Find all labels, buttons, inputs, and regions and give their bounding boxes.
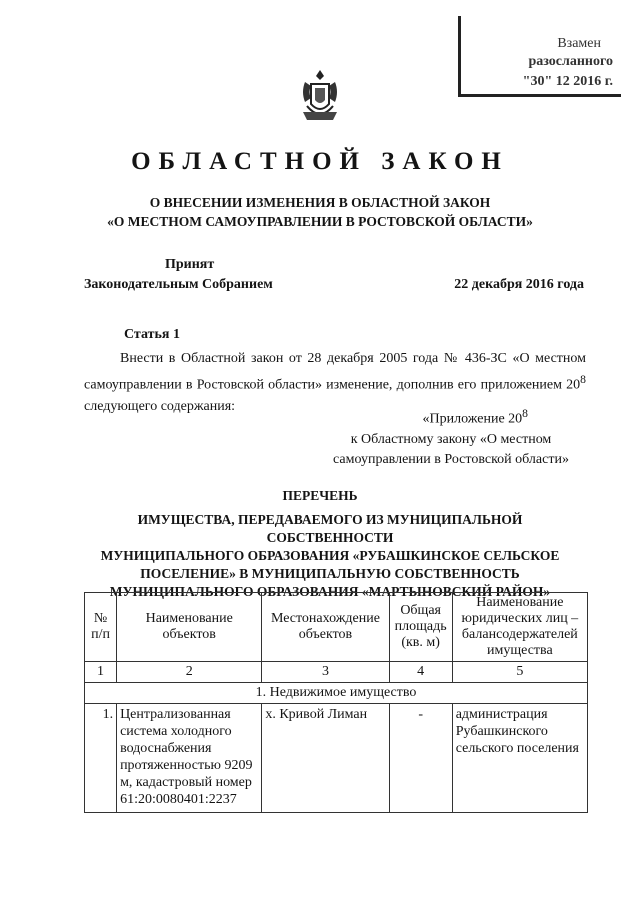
coat-of-arms-icon	[297, 68, 343, 124]
table-header-row	[85, 593, 588, 662]
col-number-2: 2	[117, 662, 262, 683]
list-sub-line-4: МУНИЦИПАЛЬНОГО ОБРАЗОВАНИЯ «МАРТЫНОВСКИЙ РАЙОН»	[109, 584, 551, 599]
appendix-title	[258, 404, 586, 430]
row-holder: администрация Рубашкинского сельского поселения	[452, 704, 587, 813]
appendix-reference	[316, 430, 586, 470]
article-heading: Статья 1	[124, 327, 180, 342]
appendix-line-1: к Областному закону «О местном	[350, 432, 552, 447]
subtitle-line-1: О ВНЕСЕНИИ ИЗМЕНЕНИЯ В ОБЛАСТНОЙ ЗАКОН	[149, 195, 491, 210]
list-sub-line-3: ПОСЕЛЕНИЕ» В МУНИЦИПАЛЬНУЮ СОБСТВЕННОСТЬ	[140, 566, 520, 581]
col-number-3: 3	[262, 662, 389, 683]
appendix-superscript: 8	[522, 407, 528, 420]
list-sub-line-1: ИМУЩЕСТВА, ПЕРЕДАВАЕМОГО ИЗ МУНИЦИПАЛЬНОЙ СОБСТВЕННОСТИ	[137, 512, 523, 545]
header-holder: Наименование юридических лиц – балансодержателей имущества	[452, 593, 587, 662]
section-row	[85, 683, 588, 704]
header-number: № п/п	[85, 593, 117, 662]
subtitle-line-2: «О МЕСТНОМ САМОУПРАВЛЕНИИ В РОСТОВСКОЙ ОБЛАСТИ»	[107, 214, 533, 229]
header-name: Наименование объектов	[117, 593, 262, 662]
document-title: ОБЛАСТНОЙ ЗАКОН	[131, 148, 509, 175]
col-number-5: 5	[452, 662, 587, 683]
section-heading: 1. Недвижимое имущество	[85, 683, 588, 704]
appendix-title-text: «Приложение 20	[422, 411, 523, 427]
header-location: Местонахождение объектов	[262, 593, 389, 662]
list-sub-line-2: МУНИЦИПАЛЬНОГО ОБРАЗОВАНИЯ «РУБАШКИНСКОЕ СЕЛЬСКОЕ	[100, 548, 560, 563]
stamp-line-3: "30" 12 2016 г.	[522, 74, 613, 89]
adopted-label: Принят	[165, 257, 215, 272]
row-object-name: Централизованная система холодного водоснабжения протяженностью 9209 м, кадастровый номер 61:20:0080401:2237	[117, 704, 262, 813]
row-number: 1.	[85, 704, 117, 813]
row-area: -	[389, 704, 452, 813]
adoption-date: 22 декабря 2016 года	[454, 277, 584, 292]
row-location: х. Кривой Лиман	[262, 704, 389, 813]
col-number-1: 1	[85, 662, 117, 683]
table-row	[85, 704, 588, 813]
article-text-part2: следующего содержания:	[84, 398, 236, 414]
col-number-4: 4	[389, 662, 452, 683]
header-area: Общая площадь (кв. м)	[389, 593, 452, 662]
stamp-line-1: Взамен	[557, 36, 601, 51]
column-numbers-row	[85, 662, 588, 683]
article-text-part1: Внести в Областной закон от 28 декабря 2005 года № 436-ЗС «О местном самоуправлении в Ростовской области» изменение, дополнив его приложением 20	[84, 351, 586, 393]
list-title: ПЕРЕЧЕНЬ	[282, 488, 358, 503]
stamp-line-2: разосланного	[528, 54, 613, 69]
document-subtitle	[60, 193, 580, 231]
adopted-by: Законодательным Собранием	[84, 277, 273, 292]
appendix-line-2: самоуправлении в Ростовской области»	[333, 452, 569, 467]
list-subtitle	[80, 511, 580, 601]
replacement-stamp	[458, 16, 621, 97]
property-table	[84, 592, 588, 813]
article-superscript: 8	[580, 373, 586, 386]
